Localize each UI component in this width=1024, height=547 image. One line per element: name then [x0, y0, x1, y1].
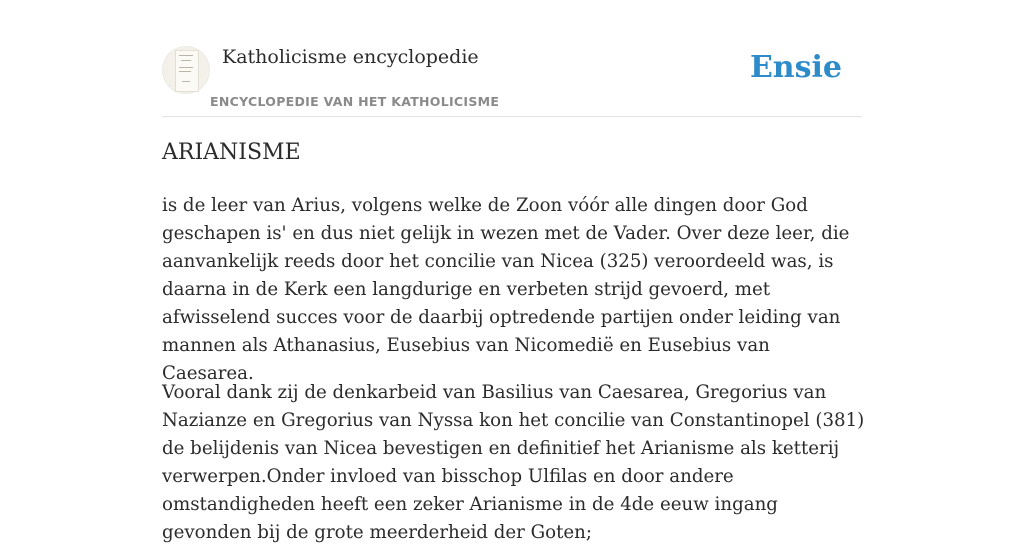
site-subtitle: ENCYCLOPEDIE VAN HET KATHOLICISME: [210, 94, 500, 109]
article-paragraph: Vooral dank zij de denkarbeid van Basilius van Caesarea, Gregorius van Nazianze en Gregorius van Nyssa kon het concilie van Constantinopel (381) de belijdenis van Nicea bevestigen en definitief het Arianisme als ketterij verwerpen.Onder invloed van bisschop Ulfilas en door andere omstandigheden heeft een zeker Arianisme in de 4de eeuw ingang gevonden bij de grote meerderheid der Goten;: [162, 382, 865, 543]
article-title: ARIANISME: [162, 140, 301, 165]
logo-line: [179, 71, 191, 72]
logo-line: [182, 81, 190, 82]
book-cover-icon[interactable]: [162, 46, 210, 94]
logo-line: [181, 60, 191, 61]
site-title[interactable]: Katholicisme encyclopedie: [222, 46, 479, 68]
logo-book-shape: [175, 50, 199, 92]
article-paragraph: is de leer van Arius, volgens welke de Zoon vóór alle dingen door God geschapen is' en dus niet gelijk in wezen met de Vader. Over deze leer, die aanvankelijk reeds door het concilie van Nicea (325) veroordeeld was, is daarna in de Kerk een langdurige en verbeten strijd gevoerd, met afwisselend succes voor de daarbij optredende partijen onder leiding van mannen als Athanasius, Eusebius van Nicomedië en Eusebius van Caesarea.: [162, 195, 850, 384]
page: [162, 0, 865, 543]
site-header: [162, 0, 862, 117]
logo-line: [179, 55, 193, 56]
logo-line: [179, 67, 193, 68]
ensie-brand-logo[interactable]: Ensie: [749, 50, 842, 85]
